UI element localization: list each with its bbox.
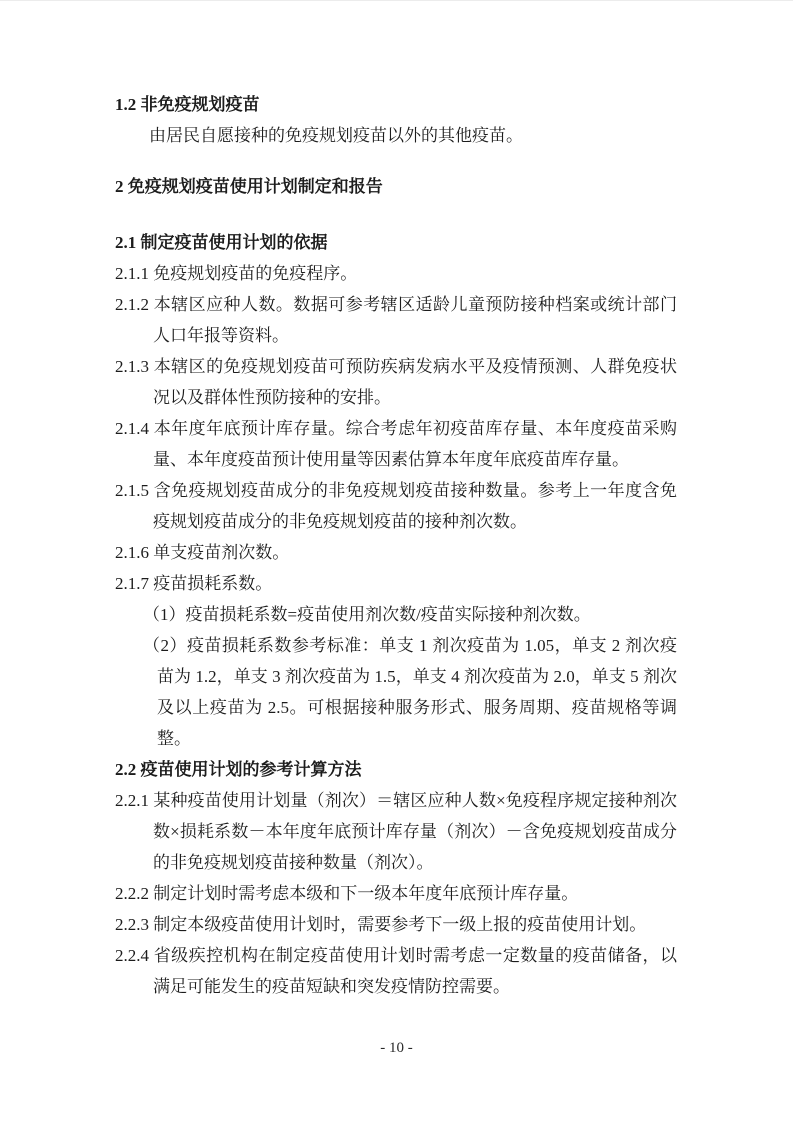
item-2-2-4: 2.2.4 省级疾控机构在制定疫苗使用计划时需考虑一定数量的疫苗储备，以满足可能发生的疫苗短缺和突发疫情防控需要。 [115, 946, 677, 996]
document-content [115, 89, 677, 1002]
item-2-1-5: 2.1.5 含免疫规划疫苗成分的非免疫规划疫苗接种数量。参考上一年度含免疫规划疫苗成分的非免疫规划疫苗的接种剂次数。 [115, 481, 677, 531]
item-2-1-7: 2.1.7 疫苗损耗系数。 [115, 574, 273, 593]
item-2-1-1: 2.1.1 免疫规划疫苗的免疫程序。 [115, 264, 358, 283]
item-2-2-3: 2.2.3 制定本级疫苗使用计划时，需要参考下一级上报的疫苗使用计划。 [115, 915, 647, 934]
item-2-1-2: 2.1.2 本辖区应种人数。数据可参考辖区适龄儿童预防接种档案或统计部门人口年报等资料。 [115, 295, 677, 345]
heading-1-2-non-program-vaccines: 1.2 非免疫规划疫苗 [115, 95, 260, 114]
item-2-1-3: 2.1.3 本辖区的免疫规划疫苗可预防疾病发病水平及疫情预测、人群免疫状况以及群体性预防接种的安排。 [115, 357, 677, 407]
page-number: - 10 - [380, 1040, 413, 1056]
subitem-2-1-7-1: （1）疫苗损耗系数=疫苗使用剂次数/疫苗实际接种剂次数。 [143, 605, 591, 624]
page-footer [0, 1033, 793, 1064]
heading-2-2-calculation-method: 2.2 疫苗使用计划的参考计算方法 [115, 760, 362, 779]
heading-2-plan-and-report: 2 免疫规划疫苗使用计划制定和报告 [115, 177, 383, 196]
paragraph-1-2-definition: 由居民自愿接种的免疫规划疫苗以外的其他疫苗。 [149, 126, 523, 145]
subitem-2-1-7-2: （2）疫苗损耗系数参考标准：单支 1 剂次疫苗为 1.05，单支 2 剂次疫苗为 1.2，单支 3 剂次疫苗为 1.5，单支 4 剂次疫苗为 2.0，单支 5 剂次及以上疫苗为 2.5。可根据接种服务形式、服务周期、疫苗规格等调整。 [143, 636, 677, 748]
item-2-2-2: 2.2.2 制定计划时需考虑本级和下一级本年度年底预计库存量。 [115, 884, 579, 903]
item-2-1-6: 2.1.6 单支疫苗剂次数。 [115, 543, 290, 562]
heading-2-1-plan-basis: 2.1 制定疫苗使用计划的依据 [115, 233, 328, 252]
item-2-1-4: 2.1.4 本年度年底预计库存量。综合考虑年初疫苗库存量、本年度疫苗采购量、本年度疫苗预计使用量等因素估算本年度年底疫苗库存量。 [115, 419, 677, 469]
item-2-2-1: 2.2.1 某种疫苗使用计划量（剂次）＝辖区应种人数×免疫程序规定接种剂次数×损耗系数－本年度年底预计库存量（剂次）－含免疫规划疫苗成分的非免疫规划疫苗接种数量（剂次）。 [115, 791, 677, 872]
